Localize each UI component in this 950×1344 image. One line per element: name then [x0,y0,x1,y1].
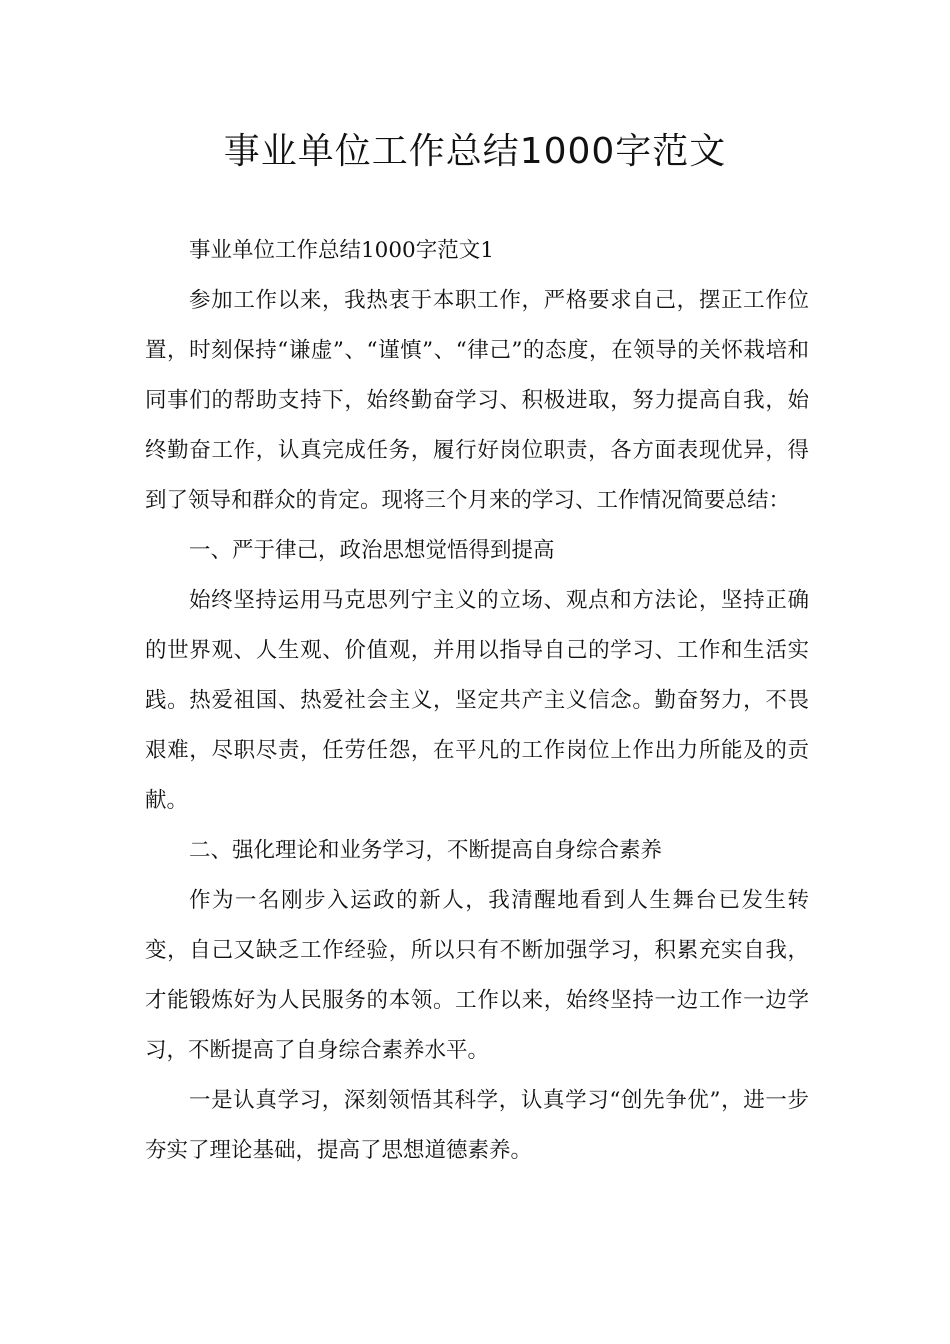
document-title: 事业单位工作总结1000字范文 [223,131,727,172]
section-heading-2: 二、强化理论和业务学习，不断提高自身综合素养 [189,838,663,863]
section-heading-1: 一、严于律己，政治思想觉悟得到提高 [189,538,555,563]
section-paragraph-2: 作为一名刚步入运政的新人，我清醒地看到人生舞台已发生转变，自己又缺乏工作经验，所以只有不断加强学习，积累充实自我，才能锻炼好为人民服务的本领。工作以来，始终坚持一边工作一边学习，不断提高了自身综合素养水平。 [145,888,809,1063]
document-body [145,226,809,1176]
subtitle-paragraph: 事业单位工作总结1000字范文1 [189,238,494,263]
intro-paragraph: 参加工作以来，我热衷于本职工作，严格要求自己，摆正工作位置，时刻保持“谦虚”、“谨慎”、“律己”的态度，在领导的关怀栽培和同事们的帮助支持下，始终勤奋学习、积极进取，努力提高自我，始终勤奋工作，认真完成任务，履行好岗位职责，各方面表现优异，得到了领导和群众的肯定。现将三个月来的学习、工作情况简要总结： [145,288,809,513]
section-paragraph-3: 一是认真学习，深刻领悟其科学，认真学习“创先争优”，进一步夯实了理论基础，提高了思想道德素养。 [145,1088,809,1163]
section-paragraph-1: 始终坚持运用马克思列宁主义的立场、观点和方法论，坚持正确的世界观、人生观、价值观，并用以指导自己的学习、工作和生活实践。热爱祖国、热爱社会主义，坚定共产主义信念。勤奋努力，不畏艰难，尽职尽责，任劳任怨，在平凡的工作岗位上作出力所能及的贡献。 [145,588,809,813]
